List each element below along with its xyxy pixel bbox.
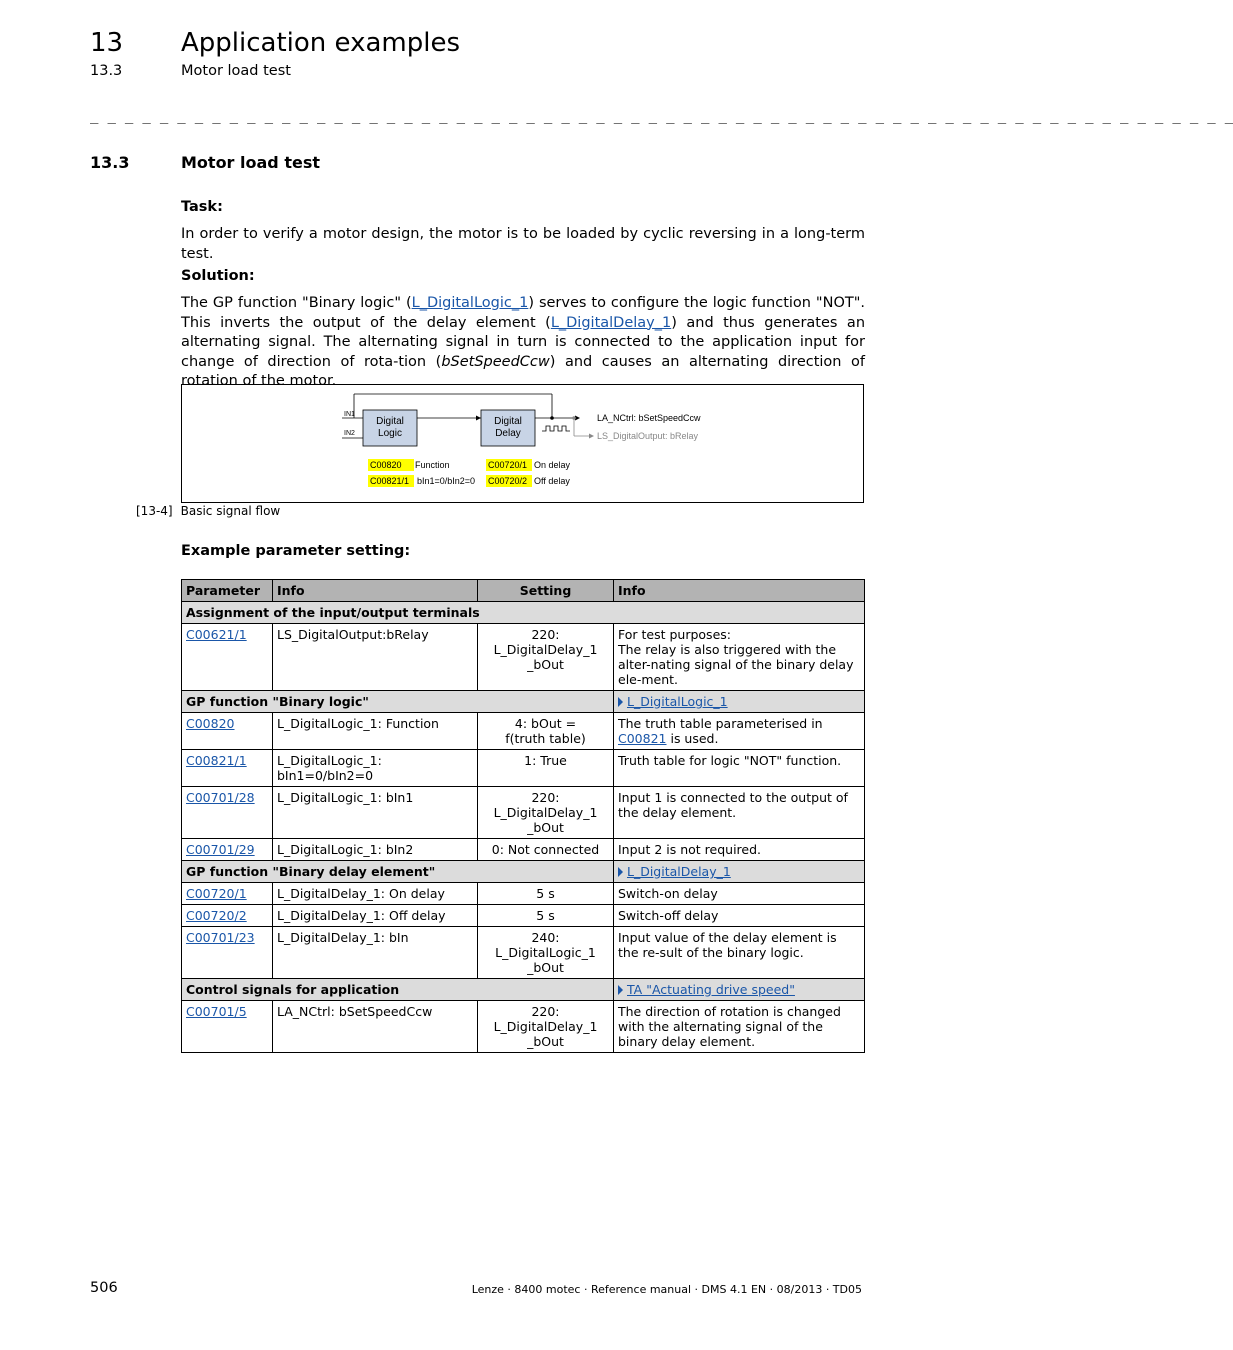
setting-line: L_DigitalLogic_1 <box>495 945 596 960</box>
param-setting <box>478 787 614 839</box>
param-on-delay-label: On delay <box>534 460 571 470</box>
table-row <box>182 713 865 750</box>
in1-label: IN1 <box>344 411 355 418</box>
param-link[interactable]: C00701/28 <box>186 790 255 805</box>
param-note: Input 1 is connected to the output of the delay element. <box>614 787 865 839</box>
param-info: LA_NCtrl: bSetSpeedCcw <box>273 1001 478 1053</box>
section-title: Motor load test <box>181 153 320 172</box>
setting-line: 240: <box>531 930 560 945</box>
note-text: is used. <box>666 731 719 746</box>
header-divider: _ _ _ _ _ _ _ _ _ _ _ _ _ _ _ _ _ _ _ _ _ _ _ _ _ _ _ _ _ _ _ _ _ _ _ _ _ _ _ _ _ _ _ _ _ _ _ _ _ _ _ _ _ _ _ _ _ _ _ _ _ _ _ _ _ _ <box>90 108 1233 124</box>
solution-text-part: ) and thus generates an alternating signal. The alternating signal in turn is connected to the application input for change of direction of rota-tion ( <box>181 314 866 370</box>
setting-line: _bOut <box>527 1034 564 1049</box>
note-text: The truth table parameterised in <box>618 716 823 731</box>
solution-text-part: ) serves to configure the logic function "NOT". This inverts the output of the delay element ( <box>181 295 865 331</box>
param-setting: 5 s <box>478 883 614 905</box>
param-setting: 1: True <box>478 750 614 787</box>
table-row <box>182 905 865 927</box>
parameter-table <box>181 579 865 1053</box>
param-c00820: C00820 <box>370 460 402 470</box>
note-line: For test purposes: <box>618 627 731 642</box>
param-function-label: Function <box>415 460 450 470</box>
param-info: L_DigitalLogic_1: bIn1=0/bIn2=0 <box>273 750 478 787</box>
column-header: Info <box>273 580 478 602</box>
page-number: 506 <box>90 1280 118 1296</box>
param-c00720-2: C00720/2 <box>488 476 528 486</box>
figure-caption <box>136 504 280 518</box>
table-row <box>182 750 865 787</box>
setting-line: L_DigitalDelay_1 <box>493 642 598 657</box>
param-info: L_DigitalLogic_1: bIn1 <box>273 787 478 839</box>
param-link[interactable]: C00821 <box>618 731 667 746</box>
param-note: Input 2 is not required. <box>614 839 865 861</box>
table-group-row <box>182 861 865 883</box>
param-info: L_DigitalLogic_1: Function <box>273 713 478 750</box>
param-setting <box>478 713 614 750</box>
in2-label: IN2 <box>344 430 355 437</box>
solution-text-part: The GP function "Binary logic" ( <box>181 295 412 311</box>
param-truth-label: bIn1=0/bIn2=0 <box>417 476 476 486</box>
solution-text <box>181 294 865 392</box>
setting-line: _bOut <box>527 960 564 975</box>
setting-line: 220: <box>531 790 560 805</box>
param-link[interactable]: C00621/1 <box>186 627 247 642</box>
param-off-delay-label: Off delay <box>534 476 570 486</box>
link-digital-delay[interactable]: L_DigitalDelay_1 <box>550 314 672 331</box>
param-note: The direction of rotation is changed with the alternating signal of the binary delay element. <box>614 1001 865 1053</box>
param-note <box>614 713 865 750</box>
header-section-number: 13.3 <box>90 63 123 79</box>
group-title: Assignment of the input/output terminals <box>182 602 865 624</box>
header-section-title: Motor load test <box>181 63 291 79</box>
output-speed-ccw: LA_NCtrl: bSetSpeedCcw <box>597 413 701 423</box>
group-link[interactable]: L_DigitalDelay_1 <box>627 864 731 879</box>
chapter-number: 13 <box>90 28 124 58</box>
table-row <box>182 624 865 691</box>
param-info: L_DigitalDelay_1: On delay <box>273 883 478 905</box>
digital-delay-label: Digital <box>494 416 522 427</box>
group-title: Control signals for application <box>182 979 614 1001</box>
figure-caption-text: Basic signal flow <box>180 504 281 518</box>
digital-delay-label: Delay <box>495 428 521 439</box>
footer-text: Lenze · 8400 motec · Reference manual · DMS 4.1 EN · 08/2013 · TD05 <box>471 1283 862 1296</box>
table-group-row <box>182 602 865 624</box>
table-row <box>182 839 865 861</box>
example-label: Example parameter setting: <box>181 543 411 559</box>
column-header: Setting <box>478 580 614 602</box>
table-row <box>182 883 865 905</box>
column-header: Info <box>614 580 865 602</box>
group-link[interactable]: L_DigitalLogic_1 <box>627 694 728 709</box>
note-line: The relay is also triggered with the alter-nating signal of the binary delay ele-ment. <box>618 642 854 687</box>
param-note: Switch-on delay <box>614 883 865 905</box>
chapter-title: Application examples <box>181 28 460 58</box>
solution-signal-name: bSetSpeedCcw <box>441 353 550 370</box>
param-link[interactable]: C00720/2 <box>186 908 247 923</box>
param-info: L_DigitalDelay_1: bIn <box>273 927 478 979</box>
param-link[interactable]: C00701/5 <box>186 1004 247 1019</box>
param-link[interactable]: C00821/1 <box>186 753 247 768</box>
param-c00720-1: C00720/1 <box>488 460 528 470</box>
arrow-right-icon <box>618 697 623 707</box>
arrow-head <box>476 416 481 421</box>
setting-line: 220: <box>531 1004 560 1019</box>
table-row <box>182 1001 865 1053</box>
group-title: GP function "Binary logic" <box>182 691 614 713</box>
table-group-row <box>182 691 865 713</box>
signal-flow-figure <box>181 384 864 503</box>
setting-line: _bOut <box>527 820 564 835</box>
param-setting <box>478 624 614 691</box>
param-note: Input value of the delay element is the re-sult of the binary logic. <box>614 927 865 979</box>
table-group-row <box>182 979 865 1001</box>
param-link[interactable]: C00701/29 <box>186 842 255 857</box>
output-relay: LS_DigitalOutput: bRelay <box>597 431 699 441</box>
group-title: GP function "Binary delay element" <box>182 861 614 883</box>
param-setting: 0: Not connected <box>478 839 614 861</box>
param-link[interactable]: C00820 <box>186 716 235 731</box>
table-row <box>182 927 865 979</box>
setting-line: L_DigitalDelay_1 <box>493 1019 598 1034</box>
param-note: Truth table for logic "NOT" function. <box>614 750 865 787</box>
digital-logic-label: Digital <box>376 416 404 427</box>
param-note <box>614 624 865 691</box>
setting-line: L_DigitalDelay_1 <box>493 805 598 820</box>
figure-caption-number: [13-4] <box>136 504 173 518</box>
solution-label: Solution: <box>181 268 255 284</box>
param-info: LS_DigitalOutput:bRelay <box>273 624 478 691</box>
setting-line: 4: bOut = <box>514 716 577 731</box>
param-setting <box>478 1001 614 1053</box>
param-link[interactable]: C00720/1 <box>186 886 247 901</box>
arrow-right-icon <box>618 867 623 877</box>
task-label: Task: <box>181 199 223 215</box>
setting-line: 220: <box>531 627 560 642</box>
solution-text-part: ) and causes an alternating direction of rotation of the motor. <box>181 353 865 389</box>
link-digital-logic[interactable]: L_DigitalLogic_1 <box>411 295 529 311</box>
signal-flow-diagram <box>182 385 863 502</box>
param-link[interactable]: C00701/23 <box>186 930 255 945</box>
setting-line: _bOut <box>527 657 564 672</box>
arrow-right-icon <box>618 985 623 995</box>
param-setting: 5 s <box>478 905 614 927</box>
column-header: Parameter <box>182 580 273 602</box>
param-setting <box>478 927 614 979</box>
param-c00821-1: C00821/1 <box>370 476 410 486</box>
param-info: L_DigitalDelay_1: Off delay <box>273 905 478 927</box>
table-header-row <box>182 580 865 602</box>
setting-line: f(truth table) <box>505 731 586 746</box>
arrow-head <box>589 434 594 439</box>
section-number: 13.3 <box>90 153 130 172</box>
param-info: L_DigitalLogic_1: bIn2 <box>273 839 478 861</box>
digital-logic-label: Logic <box>378 428 402 439</box>
group-link[interactable]: TA "Actuating drive speed" <box>627 982 795 997</box>
table-row <box>182 787 865 839</box>
square-wave-icon <box>542 426 570 431</box>
param-note: Switch-off delay <box>614 905 865 927</box>
task-text: In order to verify a motor design, the motor is to be loaded by cyclic reversing in a long-term test. <box>181 226 865 262</box>
